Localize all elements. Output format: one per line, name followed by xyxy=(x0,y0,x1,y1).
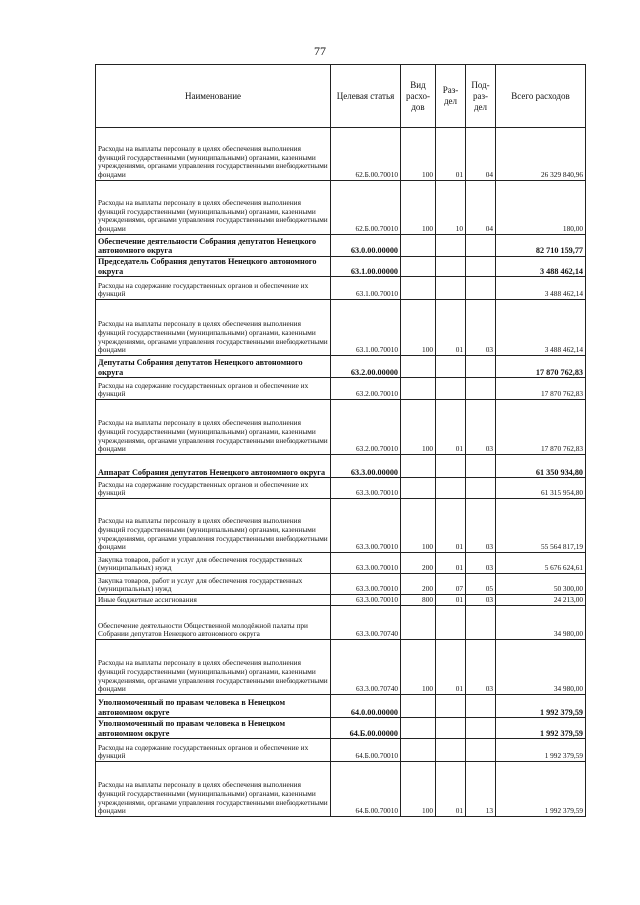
row-total-cell: 1 992 379,59 xyxy=(496,739,586,762)
row-total-cell: 34 980,00 xyxy=(496,640,586,695)
row-subsection-cell xyxy=(466,718,496,739)
row-target-article-cell: 63.3.00.70740 xyxy=(331,606,401,640)
row-target-article-cell: 63.3.00.70740 xyxy=(331,640,401,695)
row-section-cell: 01 xyxy=(436,640,466,695)
row-section-cell xyxy=(436,455,466,478)
table-row xyxy=(96,400,586,455)
row-expense-kind-cell: 100 xyxy=(401,499,436,553)
row-expense-kind-cell: 100 xyxy=(401,181,436,235)
row-name-cell: Депутаты Собрания депутатов Ненецкого автономного округа xyxy=(96,356,331,378)
row-expense-kind-cell: 100 xyxy=(401,762,436,817)
row-target-article-cell: 62.Б.00.70010 xyxy=(331,128,401,181)
row-name-cell: Иные бюджетные ассигнования xyxy=(96,595,331,606)
row-subsection-cell xyxy=(466,378,496,400)
row-total-cell: 17 870 762,83 xyxy=(496,378,586,400)
row-name-cell: Обеспечение деятельности Собрания депутатов Ненецкого автономного округа xyxy=(96,235,331,257)
row-total-cell: 5 676 624,61 xyxy=(496,553,586,574)
table-body xyxy=(96,128,586,817)
table-row xyxy=(96,640,586,695)
row-total-cell: 1 992 379,59 xyxy=(496,695,586,718)
row-target-article-cell: 63.3.00.70010 xyxy=(331,478,401,499)
row-name-cell: Уполномоченный по правам человека в Ненецком автономном округе xyxy=(96,695,331,718)
row-expense-kind-cell: 100 xyxy=(401,128,436,181)
row-subsection-cell xyxy=(466,257,496,277)
row-total-cell: 24 213,00 xyxy=(496,595,586,606)
row-section-cell xyxy=(436,695,466,718)
row-target-article-cell: 63.3.00.00000 xyxy=(331,455,401,478)
row-subsection-cell xyxy=(466,277,496,300)
row-expense-kind-cell xyxy=(401,739,436,762)
row-target-article-cell: 63.1.00.70010 xyxy=(331,277,401,300)
row-name-cell: Закупка товаров, работ и услуг для обеспечения государственных (муниципальных) нужд xyxy=(96,574,331,595)
row-expense-kind-cell: 800 xyxy=(401,595,436,606)
row-expense-kind-cell xyxy=(401,606,436,640)
table-row xyxy=(96,455,586,478)
row-subsection-cell xyxy=(466,739,496,762)
row-section-cell xyxy=(436,277,466,300)
row-section-cell xyxy=(436,739,466,762)
row-target-article-cell: 63.2.00.70010 xyxy=(331,378,401,400)
row-subsection-cell: 04 xyxy=(466,128,496,181)
table-header-row xyxy=(96,65,586,128)
table-row xyxy=(96,499,586,553)
row-target-article-cell: 64.Б.00.00000 xyxy=(331,718,401,739)
table-row xyxy=(96,762,586,817)
row-name-cell: Расходы на выплаты персоналу в целях обеспечения выполнения функций государственными (муниципальными) органами, казенными учреждениями, органами управления государственными внебюджетными фондами xyxy=(96,640,331,695)
row-subsection-cell: 03 xyxy=(466,300,496,356)
row-total-cell: 61 315 954,80 xyxy=(496,478,586,499)
row-target-article-cell: 63.3.00.70010 xyxy=(331,553,401,574)
row-section-cell xyxy=(436,356,466,378)
row-name-cell: Расходы на содержание государственных органов и обеспечение их функций xyxy=(96,739,331,762)
table-row xyxy=(96,553,586,574)
row-target-article-cell: 63.0.00.00000 xyxy=(331,235,401,257)
row-subsection-cell: 13 xyxy=(466,762,496,817)
row-subsection-cell xyxy=(466,235,496,257)
row-expense-kind-cell: 100 xyxy=(401,400,436,455)
row-target-article-cell: 63.3.00.70010 xyxy=(331,574,401,595)
row-target-article-cell: 63.2.00.70010 xyxy=(331,400,401,455)
row-section-cell: 01 xyxy=(436,595,466,606)
row-expense-kind-cell xyxy=(401,718,436,739)
row-section-cell xyxy=(436,478,466,499)
row-name-cell: Расходы на содержание государственных органов и обеспечение их функций xyxy=(96,277,331,300)
row-name-cell: Расходы на содержание государственных органов и обеспечение их функций xyxy=(96,478,331,499)
row-expense-kind-cell xyxy=(401,695,436,718)
row-subsection-cell: 03 xyxy=(466,595,496,606)
row-total-cell: 3 488 462,14 xyxy=(496,300,586,356)
row-section-cell: 01 xyxy=(436,553,466,574)
row-target-article-cell: 63.2.00.00000 xyxy=(331,356,401,378)
row-expense-kind-cell xyxy=(401,277,436,300)
table-row xyxy=(96,574,586,595)
row-expense-kind-cell: 100 xyxy=(401,640,436,695)
row-section-cell: 01 xyxy=(436,128,466,181)
row-expense-kind-cell: 100 xyxy=(401,300,436,356)
row-total-cell: 3 488 462,14 xyxy=(496,277,586,300)
row-subsection-cell: 03 xyxy=(466,640,496,695)
page-number: 77 xyxy=(314,44,326,58)
row-section-cell xyxy=(436,718,466,739)
row-subsection-cell: 03 xyxy=(466,499,496,553)
row-name-cell: Уполномоченный по правам человека в Ненецком автономном округе xyxy=(96,718,331,739)
row-subsection-cell: 05 xyxy=(466,574,496,595)
row-section-cell xyxy=(436,235,466,257)
header-section: Раз-дел xyxy=(436,65,466,128)
row-target-article-cell: 64.Б.00.70010 xyxy=(331,739,401,762)
table-row xyxy=(96,606,586,640)
table-row xyxy=(96,128,586,181)
row-subsection-cell xyxy=(466,478,496,499)
header-subsection: Под-раз-дел xyxy=(466,65,496,128)
row-total-cell: 82 710 159,77 xyxy=(496,235,586,257)
row-subsection-cell xyxy=(466,606,496,640)
row-expense-kind-cell: 200 xyxy=(401,574,436,595)
row-target-article-cell: 63.1.00.70010 xyxy=(331,300,401,356)
row-name-cell: Расходы на выплаты персоналу в целях обеспечения выполнения функций государственными (муниципальными) органами, казенными учреждениями, органами управления государственными внебюджетными фондами xyxy=(96,762,331,817)
table-row xyxy=(96,277,586,300)
row-subsection-cell xyxy=(466,356,496,378)
row-total-cell: 26 329 840,96 xyxy=(496,128,586,181)
header-total: Всего расходов xyxy=(496,65,586,128)
row-name-cell: Обеспечение деятельности Общественной молодёжной палаты при Собрании депутатов Ненецкого автономного округа xyxy=(96,606,331,640)
header-name: Наименование xyxy=(96,65,331,128)
row-section-cell: 01 xyxy=(436,400,466,455)
row-section-cell xyxy=(436,257,466,277)
row-subsection-cell: 03 xyxy=(466,553,496,574)
table-row xyxy=(96,595,586,606)
row-expense-kind-cell xyxy=(401,478,436,499)
table-row xyxy=(96,300,586,356)
table-row xyxy=(96,478,586,499)
row-name-cell: Председатель Собрания депутатов Ненецкого автономного округа xyxy=(96,257,331,277)
row-total-cell: 1 992 379,59 xyxy=(496,762,586,817)
row-section-cell: 01 xyxy=(436,300,466,356)
row-expense-kind-cell xyxy=(401,455,436,478)
table-row xyxy=(96,718,586,739)
table-row xyxy=(96,257,586,277)
budget-table xyxy=(95,64,586,817)
row-total-cell: 17 870 762,83 xyxy=(496,356,586,378)
row-expense-kind-cell xyxy=(401,235,436,257)
row-section-cell: 01 xyxy=(436,499,466,553)
row-total-cell: 61 350 934,80 xyxy=(496,455,586,478)
row-subsection-cell xyxy=(466,455,496,478)
row-expense-kind-cell xyxy=(401,356,436,378)
table-row xyxy=(96,356,586,378)
row-subsection-cell xyxy=(466,695,496,718)
row-name-cell: Расходы на содержание государственных органов и обеспечение их функций xyxy=(96,378,331,400)
row-expense-kind-cell xyxy=(401,257,436,277)
row-section-cell xyxy=(436,378,466,400)
row-name-cell: Расходы на выплаты персоналу в целях обеспечения выполнения функций государственными (муниципальными) органами, казенными учреждениями, органами управления государственными внебюджетными фондами xyxy=(96,300,331,356)
row-subsection-cell: 03 xyxy=(466,400,496,455)
row-target-article-cell: 63.3.00.70010 xyxy=(331,499,401,553)
row-target-article-cell: 63.3.00.70010 xyxy=(331,595,401,606)
row-target-article-cell: 64.0.00.00000 xyxy=(331,695,401,718)
row-section-cell: 07 xyxy=(436,574,466,595)
table-row xyxy=(96,235,586,257)
row-name-cell: Расходы на выплаты персоналу в целях обеспечения выполнения функций государственными (муниципальными) органами, казенными учреждениями, органами управления государственными внебюджетными фондами xyxy=(96,400,331,455)
row-target-article-cell: 64.Б.00.70010 xyxy=(331,762,401,817)
row-target-article-cell: 62.Б.00.70010 xyxy=(331,181,401,235)
row-total-cell: 1 992 379,59 xyxy=(496,718,586,739)
row-total-cell: 50 300,00 xyxy=(496,574,586,595)
row-section-cell: 10 xyxy=(436,181,466,235)
row-target-article-cell: 63.1.00.00000 xyxy=(331,257,401,277)
row-section-cell: 01 xyxy=(436,762,466,817)
row-total-cell: 17 870 762,83 xyxy=(496,400,586,455)
table-row xyxy=(96,739,586,762)
row-name-cell: Расходы на выплаты персоналу в целях обеспечения выполнения функций государственными (муниципальными) органами, казенными учреждениями, органами управления государственными внебюджетными фондами xyxy=(96,181,331,235)
row-name-cell: Аппарат Собрания депутатов Ненецкого автономного округа xyxy=(96,455,331,478)
header-expense-kind: Вид расхо-дов xyxy=(401,65,436,128)
row-name-cell: Расходы на выплаты персоналу в целях обеспечения выполнения функций государственными (муниципальными) органами, казенными учреждениями, органами управления государственными внебюджетными фондами xyxy=(96,128,331,181)
row-name-cell: Закупка товаров, работ и услуг для обеспечения государственных (муниципальных) нужд xyxy=(96,553,331,574)
row-total-cell: 34 980,00 xyxy=(496,606,586,640)
header-target-article: Целевая статья xyxy=(331,65,401,128)
row-subsection-cell: 04 xyxy=(466,181,496,235)
row-total-cell: 3 488 462,14 xyxy=(496,257,586,277)
table-row xyxy=(96,695,586,718)
row-expense-kind-cell xyxy=(401,378,436,400)
table-row xyxy=(96,181,586,235)
row-name-cell: Расходы на выплаты персоналу в целях обеспечения выполнения функций государственными (муниципальными) органами, казенными учреждениями, органами управления государственными внебюджетными фондами xyxy=(96,499,331,553)
row-total-cell: 180,00 xyxy=(496,181,586,235)
table-row xyxy=(96,378,586,400)
row-total-cell: 55 564 817,19 xyxy=(496,499,586,553)
row-expense-kind-cell: 200 xyxy=(401,553,436,574)
row-section-cell xyxy=(436,606,466,640)
